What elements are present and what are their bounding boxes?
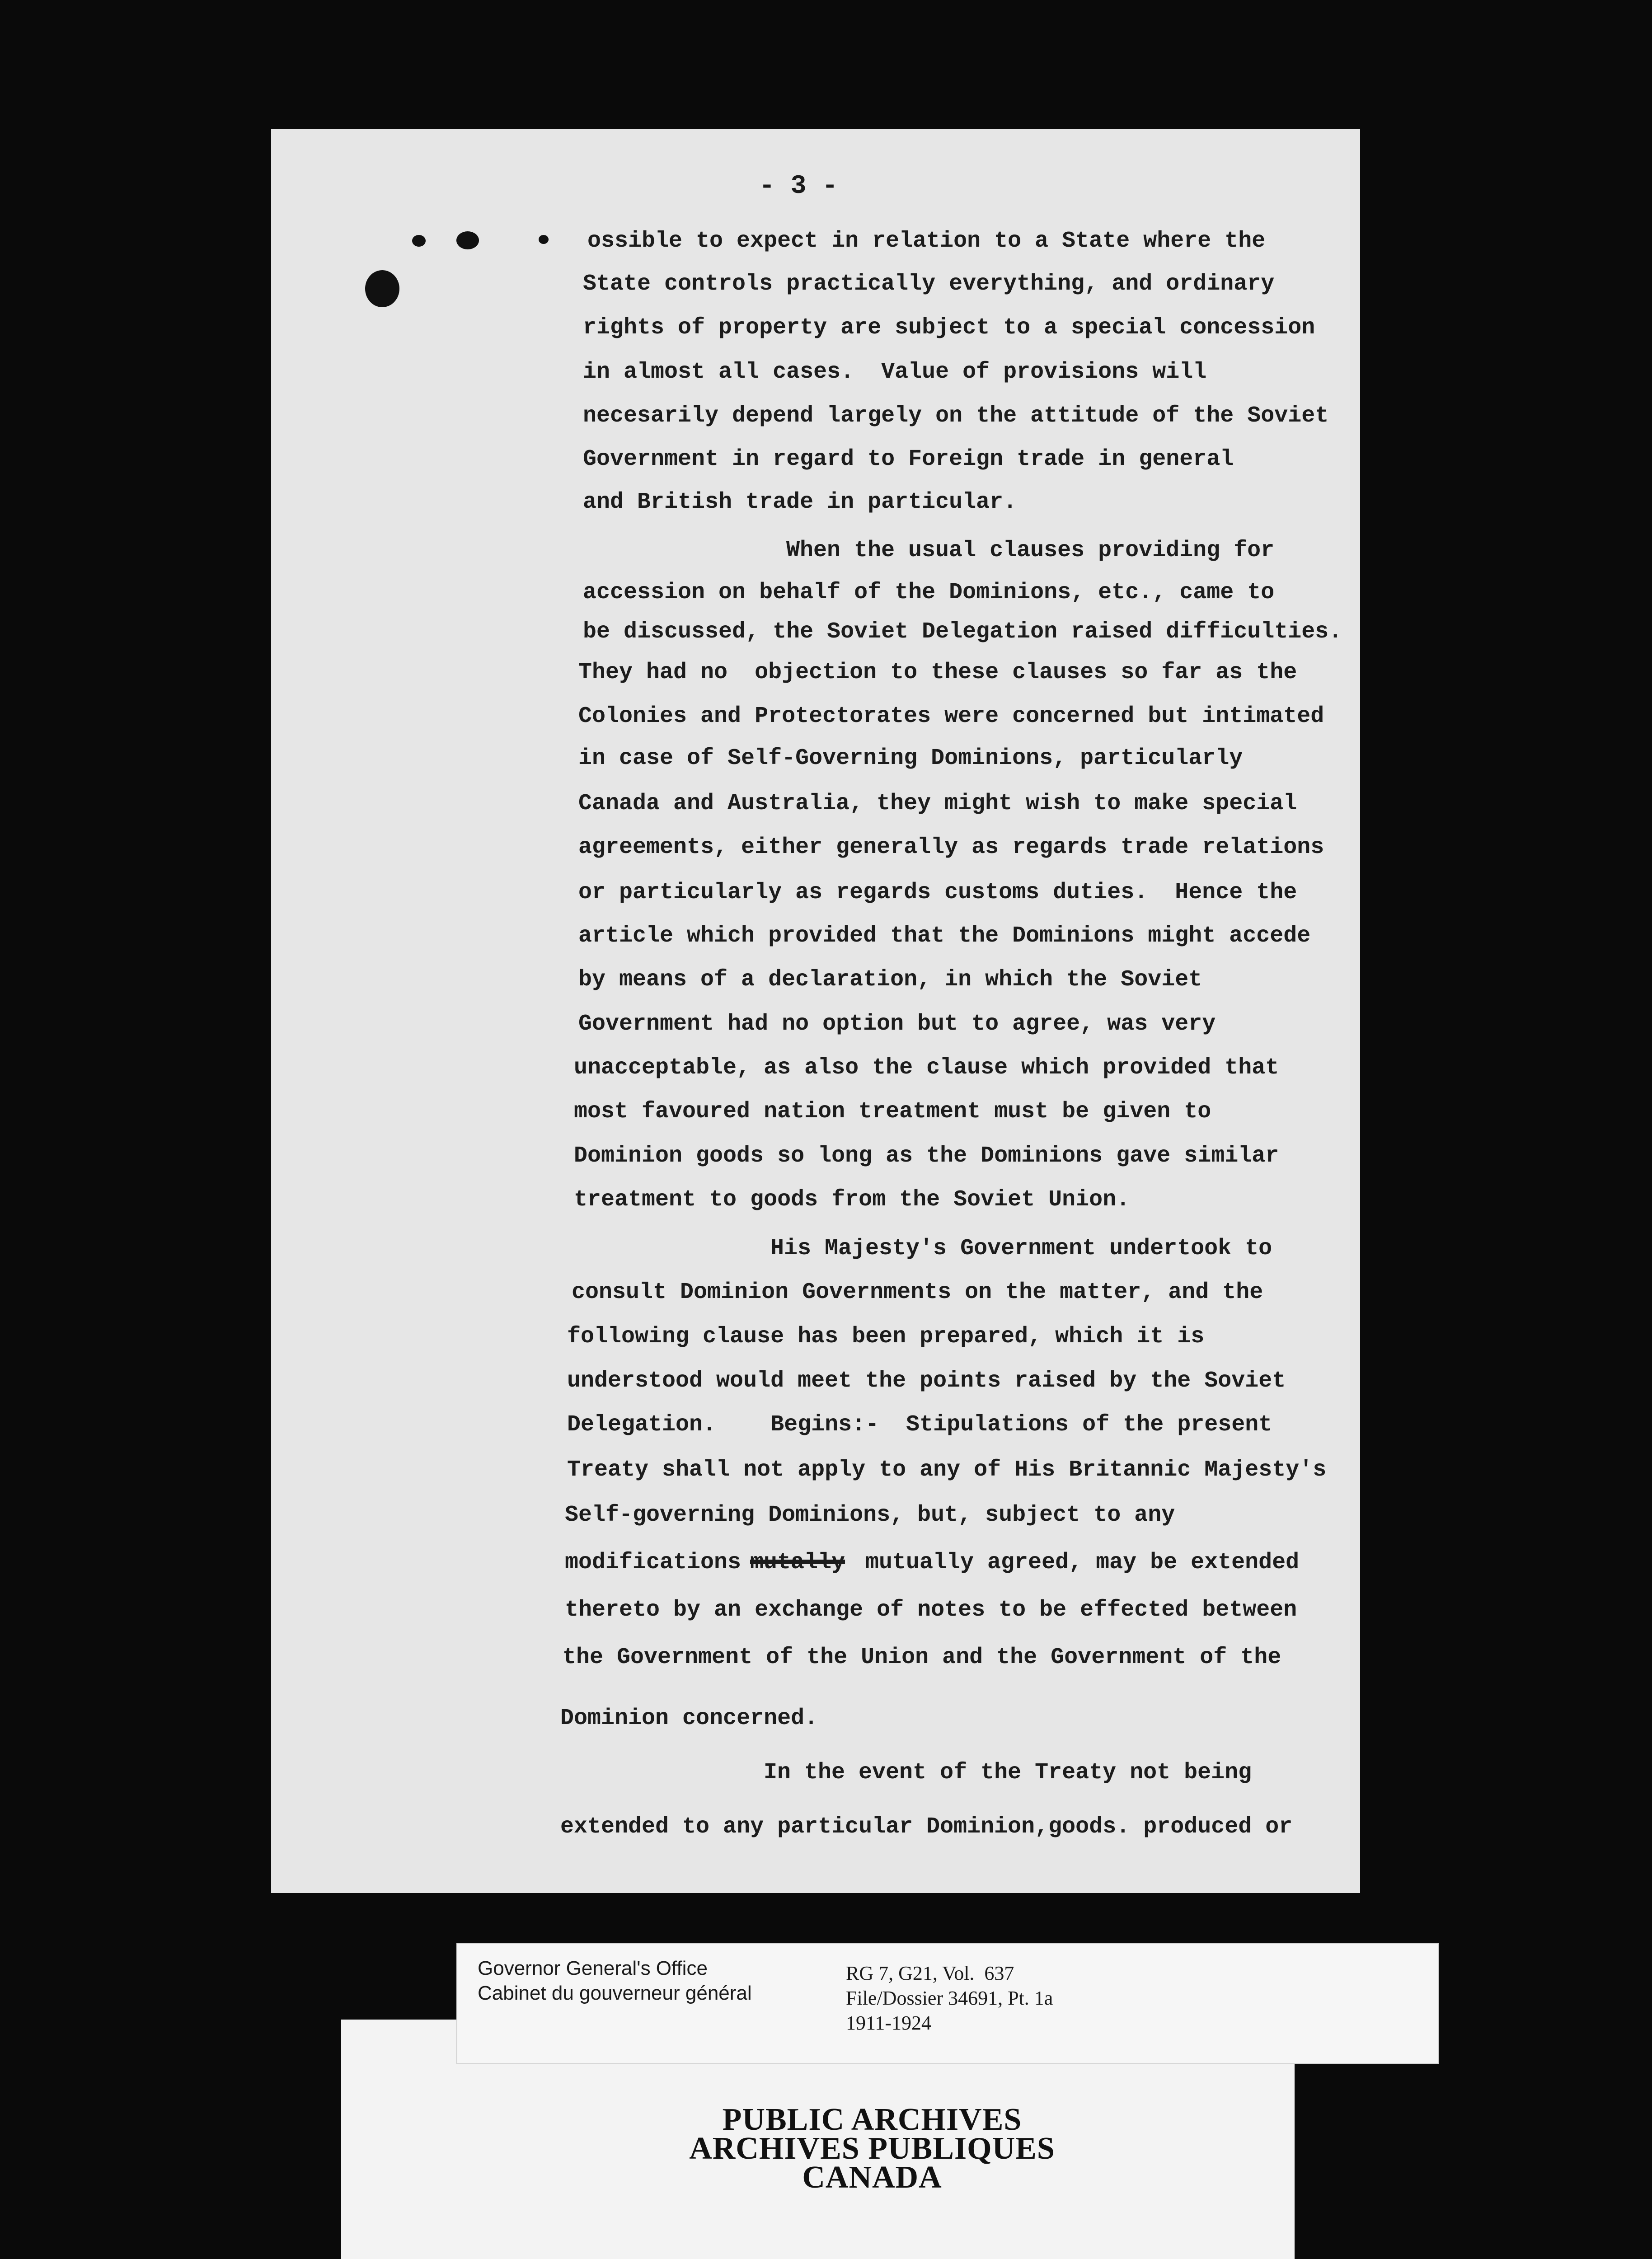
text-line: be discussed, the Soviet Delegation raised difficulties. <box>583 619 1342 645</box>
text-line: Government in regard to Foreign trade in general <box>583 446 1234 472</box>
label-record-group: RG 7, G21, Vol. 637 <box>846 1962 1014 1984</box>
text-line: Colonies and Protectorates were concerned but intimated <box>578 703 1324 729</box>
text-line: article which provided that the Dominions might accede <box>578 923 1311 949</box>
text-line: extended to any particular Dominion,goods. produced or <box>560 1814 1293 1840</box>
label-office-en: Governor General's Office <box>478 1957 708 1979</box>
text-line: most favoured nation treatment must be given to <box>574 1099 1211 1125</box>
punch-hole <box>365 270 399 307</box>
text-line: understood would meet the points raised by the Soviet <box>567 1368 1286 1394</box>
text-line: necesarily depend largely on the attitude of the Soviet <box>583 403 1329 429</box>
text-line: They had no objection to these clauses so far as the <box>578 660 1297 685</box>
struck-word: mutally <box>750 1550 845 1575</box>
text-line: by means of a declaration, in which the Soviet <box>578 967 1202 993</box>
text-line: In the event of the Treaty not being <box>764 1760 1252 1786</box>
text-line: or particularly as regards customs duties. Hence the <box>578 880 1297 905</box>
punch-mark <box>539 235 549 244</box>
text-line: rights of property are subject to a special concession <box>583 315 1315 341</box>
text-line: following clause has been prepared, which it is <box>567 1324 1205 1350</box>
public-archives-stamp <box>465 2102 1279 2195</box>
page-number: - 3 - <box>759 172 838 201</box>
text-line: When the usual clauses providing for <box>786 538 1275 563</box>
text-line: Self-governing Dominions, but, subject to any <box>565 1502 1175 1528</box>
label-office-fr: Cabinet du gouverneur général <box>478 1982 752 2004</box>
text-line: the Government of the Union and the Government of the <box>563 1645 1281 1670</box>
stamp-line-fr: ARCHIVES PUBLIQUES <box>689 2131 1055 2166</box>
text-line: accession on behalf of the Dominions, etc., came to <box>583 580 1275 605</box>
label-date-range: 1911-1924 <box>846 2012 932 2034</box>
text-line: and British trade in particular. <box>583 489 1017 515</box>
text-line: unacceptable, as also the clause which provided that <box>574 1055 1279 1081</box>
text-line: consult Dominion Governments on the matter, and the <box>572 1279 1263 1305</box>
text-line: Treaty shall not apply to any of His Britannic Majesty's <box>567 1457 1327 1483</box>
text-line: State controls practically everything, and ordinary <box>583 271 1275 297</box>
text-line: treatment to goods from the Soviet Union. <box>574 1187 1130 1213</box>
text-line: Government had no option but to agree, was very <box>578 1011 1216 1037</box>
text-line: Dominion concerned. <box>560 1706 818 1731</box>
stamp-line-en: PUBLIC ARCHIVES <box>722 2102 1022 2137</box>
punch-mark <box>412 235 426 247</box>
text-line: Dominion goods so long as the Dominions gave similar <box>574 1143 1279 1169</box>
text-line: agreements, either generally as regards trade relations <box>578 834 1324 860</box>
label-file-number: File/Dossier 34691, Pt. 1a <box>846 1987 1053 2009</box>
text-line: in almost all cases. Value of provisions will <box>583 359 1207 385</box>
text-line: Canada and Australia, they might wish to make special <box>578 791 1297 816</box>
archive-reference-label <box>456 1943 1439 2064</box>
text-line: ossible to expect in relation to a State where the <box>587 228 1266 254</box>
text-line: Delegation. Begins:- Stipulations of the present <box>567 1412 1272 1438</box>
text-line: His Majesty's Government undertook to <box>770 1236 1272 1261</box>
text-line: modifications <box>565 1550 742 1575</box>
punch-mark <box>456 231 479 249</box>
text-line: thereto by an exchange of notes to be effected between <box>565 1597 1297 1623</box>
text-line: in case of Self-Governing Dominions, particularly <box>578 745 1243 771</box>
stamp-line-country: CANADA <box>802 2160 942 2195</box>
text-line: mutually agreed, may be extended <box>865 1550 1300 1575</box>
